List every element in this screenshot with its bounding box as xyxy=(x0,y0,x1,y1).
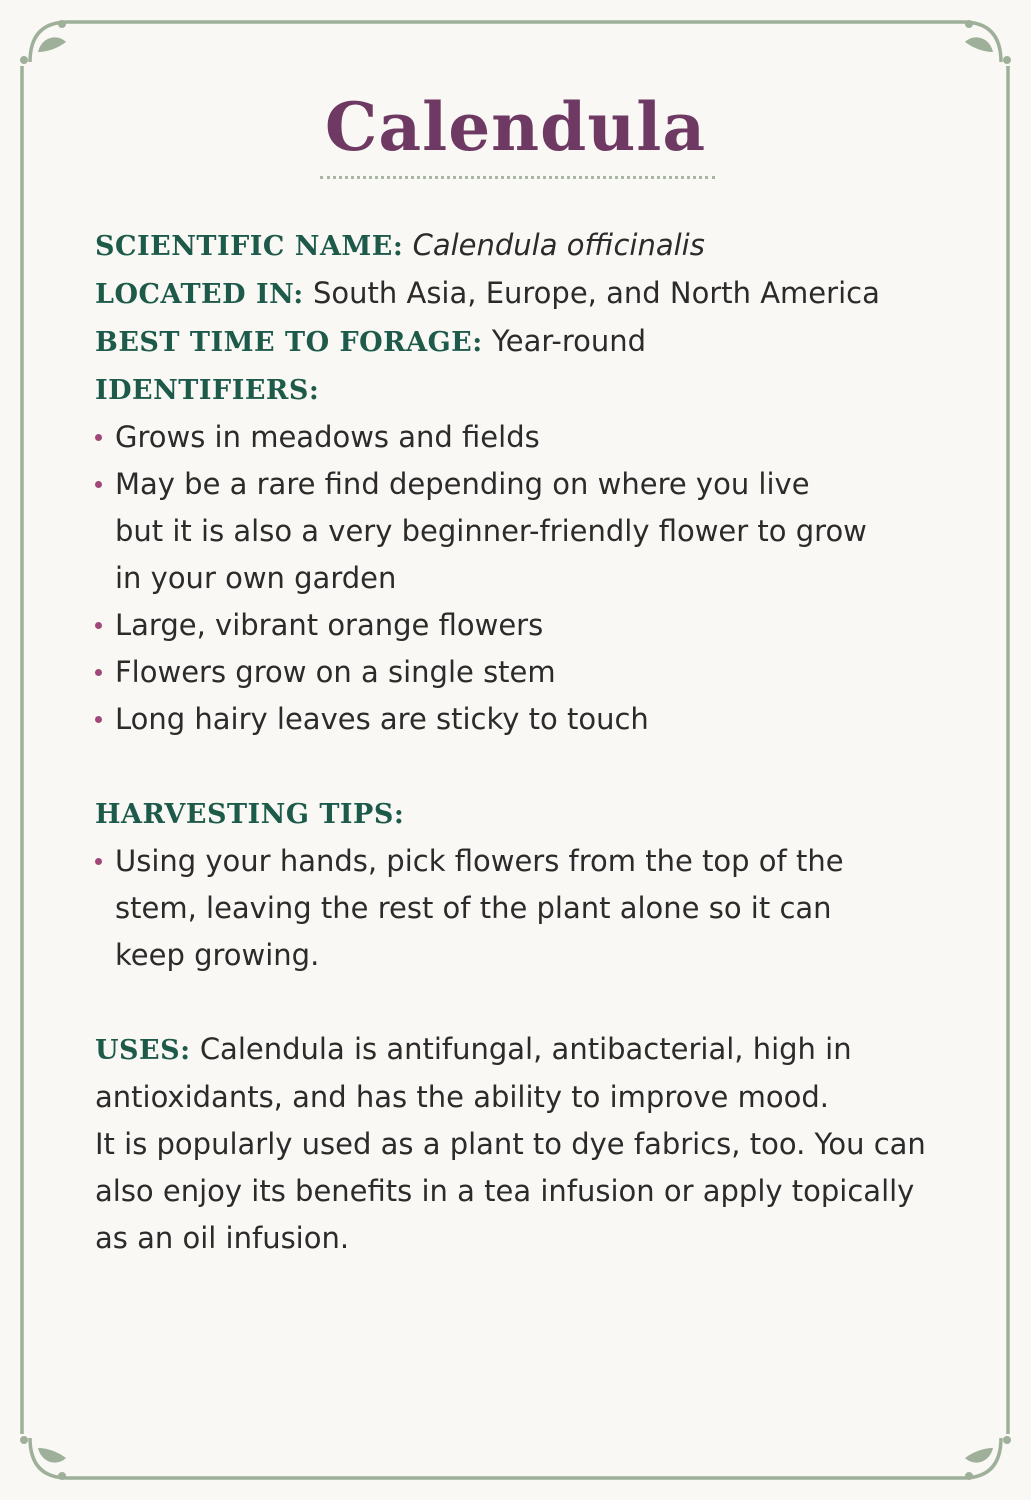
list-item: Grows in meadows and fields xyxy=(95,414,935,461)
list-item: Flowers grow on a single stem xyxy=(95,649,935,696)
harvesting-heading xyxy=(95,790,935,838)
scientific-name-value: Calendula officinalis xyxy=(412,228,705,262)
scientific-name-label: SCIENTIFIC NAME: xyxy=(95,231,404,262)
harvesting-label: HARVESTING TIPS: xyxy=(95,799,405,830)
best-time-value: Year-round xyxy=(491,324,647,358)
harvesting-list xyxy=(95,838,935,979)
list-item: Large, vibrant orange flowers xyxy=(95,602,935,649)
uses-text: Calendula is antifungal, antibacterial, high in antioxidants, and has the ability to improve mood. It is popularly used as a plant to dye fabrics, too. You can also enjoy its benefits in a tea infusion or apply topically as an oil infusion. xyxy=(95,1032,926,1255)
best-time-row xyxy=(95,318,935,366)
list-item: Using your hands, pick flowers from the top of the stem, leaving the rest of the plant alone so it can keep growing. xyxy=(95,838,935,979)
identifiers-heading xyxy=(95,366,935,414)
identifiers-list xyxy=(95,414,935,743)
spacer xyxy=(95,743,935,790)
uses-label: USES: xyxy=(95,1035,191,1066)
located-in-row xyxy=(95,270,935,318)
list-item: May be a rare find depending on where you live but it is also a very beginner-friendly flower to grow in your own garden xyxy=(95,461,935,602)
plant-card-content xyxy=(95,222,935,1262)
identifiers-label: IDENTIFIERS: xyxy=(95,375,320,406)
scientific-name-row xyxy=(95,222,935,270)
uses-paragraph xyxy=(95,1026,935,1262)
title-divider xyxy=(320,176,715,179)
located-in-value: South Asia, Europe, and North America xyxy=(312,276,880,310)
spacer xyxy=(95,979,935,1026)
list-item: Long hairy leaves are sticky to touch xyxy=(95,696,935,743)
page-title: Calendula xyxy=(324,88,707,166)
located-in-label: LOCATED IN: xyxy=(95,279,304,310)
best-time-label: BEST TIME TO FORAGE: xyxy=(95,327,483,358)
